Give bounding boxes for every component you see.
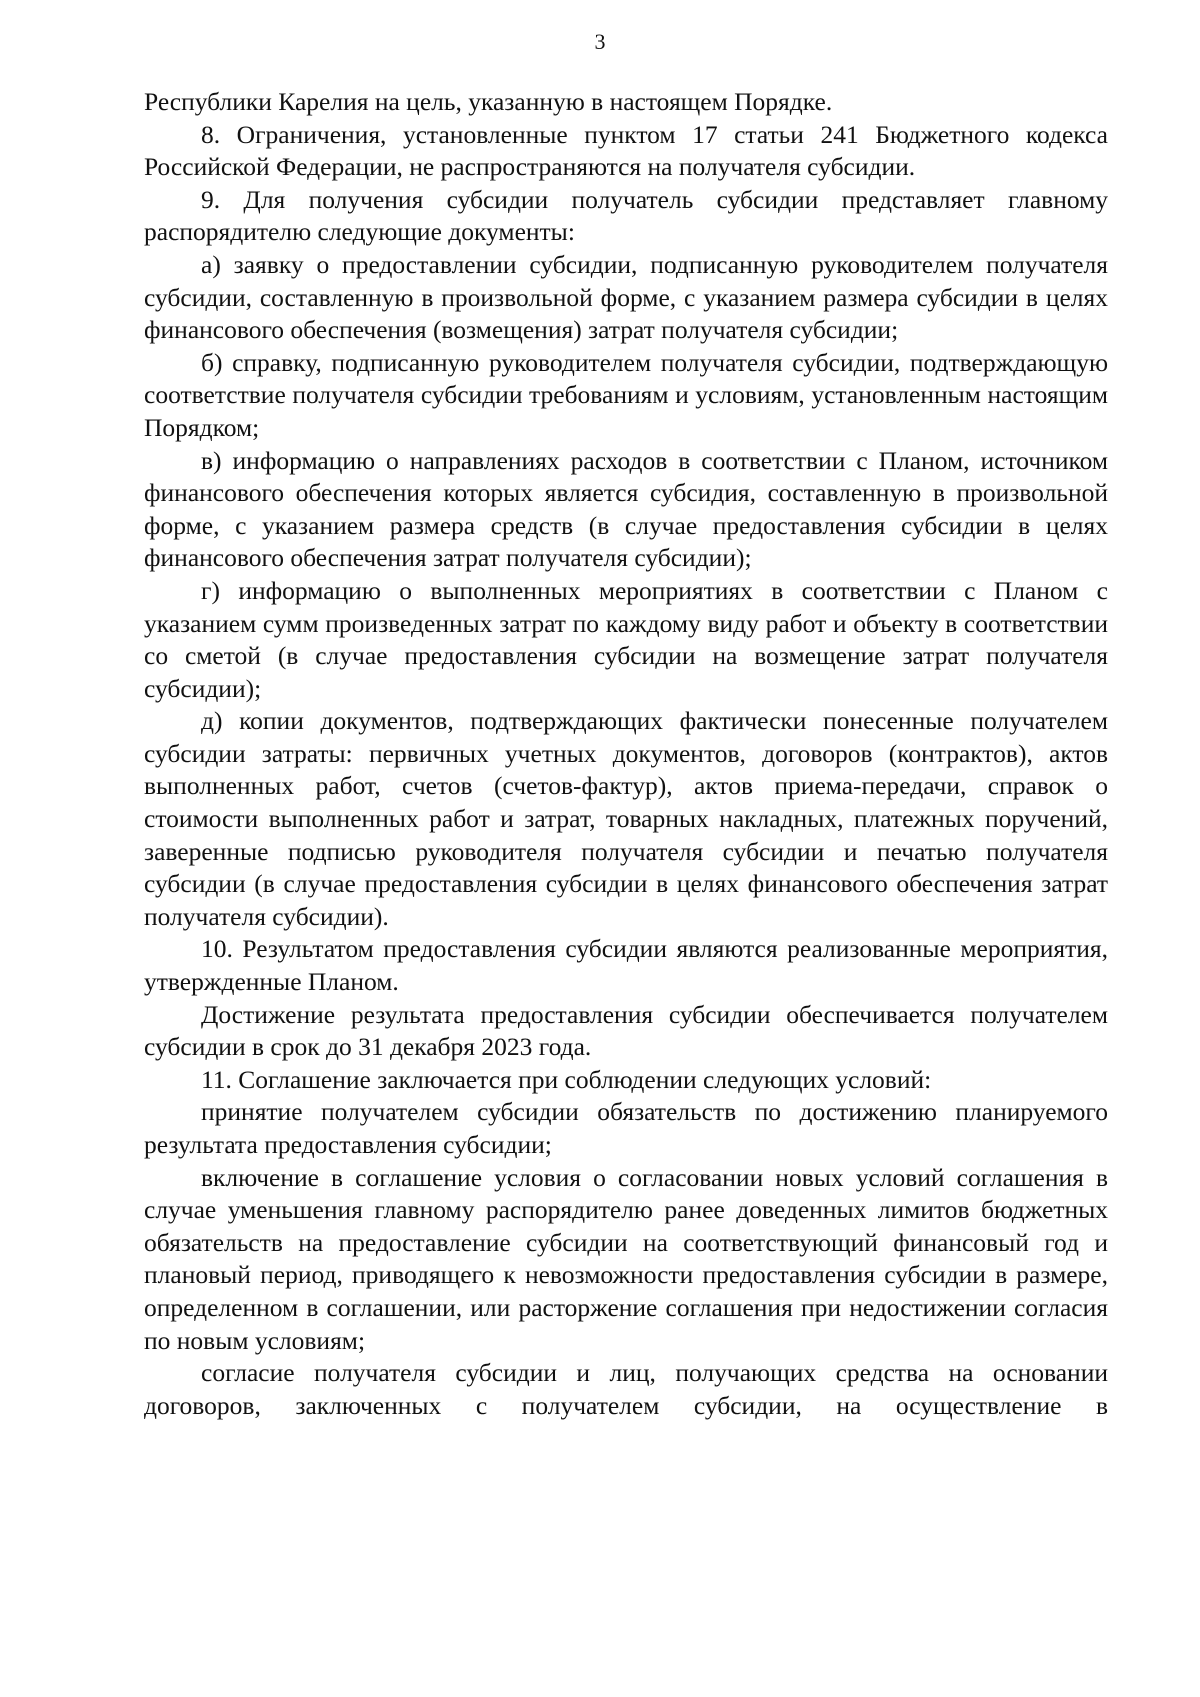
paragraph: Республики Карелия на цель, указанную в настоящем Порядке. xyxy=(144,87,833,116)
paragraph: согласие получателя субсидии и лиц, получающих средства на основании договоров, заключенных с получателем субсидии, на осуществление в xyxy=(144,1358,1108,1420)
paragraph: 10. Результатом предоставления субсидии являются реализованные мероприятия, утвержденные Планом. xyxy=(144,934,1108,997)
paragraph: Достижение результата предоставления субсидии обеспечивается получателем субсидии в срок до 31 декабря 2023 года. xyxy=(144,999,1108,1062)
paragraph: 9. Для получения субсидии получатель субсидии представляет главному распорядителю следующие документы: xyxy=(144,184,1108,247)
paragraph: 8. Ограничения, установленные пунктом 17 статьи 241 Бюджетного кодекса Российской Федерации, не распространяются на получателя субсидии. xyxy=(144,119,1108,182)
paragraph: 11. Соглашение заключается при соблюдении следующих условий: xyxy=(201,1064,932,1094)
page-number: 3 xyxy=(594,29,606,54)
paragraph: а) заявку о предоставлении субсидии, подписанную руководителем получателя субсидии, составленную в произвольной форме, с указанием размера субсидии в целях финансового обеспечения (возмещения) затрат получателя субсидии; xyxy=(144,249,1108,345)
paragraph: б) справку, подписанную руководителем получателя субсидии, подтверждающую соответствие получателя субсидии требованиям и условиям, установленным настоящим Порядком; xyxy=(144,347,1108,442)
paragraph: включение в соглашение условия о согласовании новых условий соглашения в случае уменьшения главному распорядителю ранее доведенных лимитов бюджетных обязательств на предоставление субсидии на соответствующий финансовый год и плановый период, приводящего к невозможности предоставления субсидии в размере, определенном в соглашении, или расторжение соглашения при недостижении согласия по новым условиям; xyxy=(144,1162,1108,1355)
paragraph: в) информацию о направлениях расходов в соответствии с Планом, источником финансового обеспечения которых является субсидия, составленную в произвольной форме, с указанием размера средств (в случае предоставления субсидии в целях финансового обеспечения затрат получателя субсидии); xyxy=(144,445,1108,573)
paragraph: г) информацию о выполненных мероприятиях в соответствии с Планом с указанием сумм произведенных затрат по каждому виду работ и объекту в соответствии со сметой (в случае предоставления субсидии на возмещение затрат получателя субсидии); xyxy=(144,575,1108,703)
paragraph: д) копии документов, подтверждающих фактически понесенные получателем субсидии затраты: первичных учетных документов, договоров (контрактов), актов выполненных работ, счетов (счетов-фактур), актов приема-передачи, справок о стоимости выполненных работ и затрат, товарных накладных, платежных поручений, заверенные подписью руководителя получателя субсидии и печатью получателя субсидии (в случае предоставления субсидии в целях финансового обеспечения затрат получателя субсидии). xyxy=(144,706,1108,931)
paragraph: принятие получателем субсидии обязательств по достижению планируемого результата предоставления субсидии; xyxy=(144,1097,1108,1159)
document-body xyxy=(144,86,1108,1422)
